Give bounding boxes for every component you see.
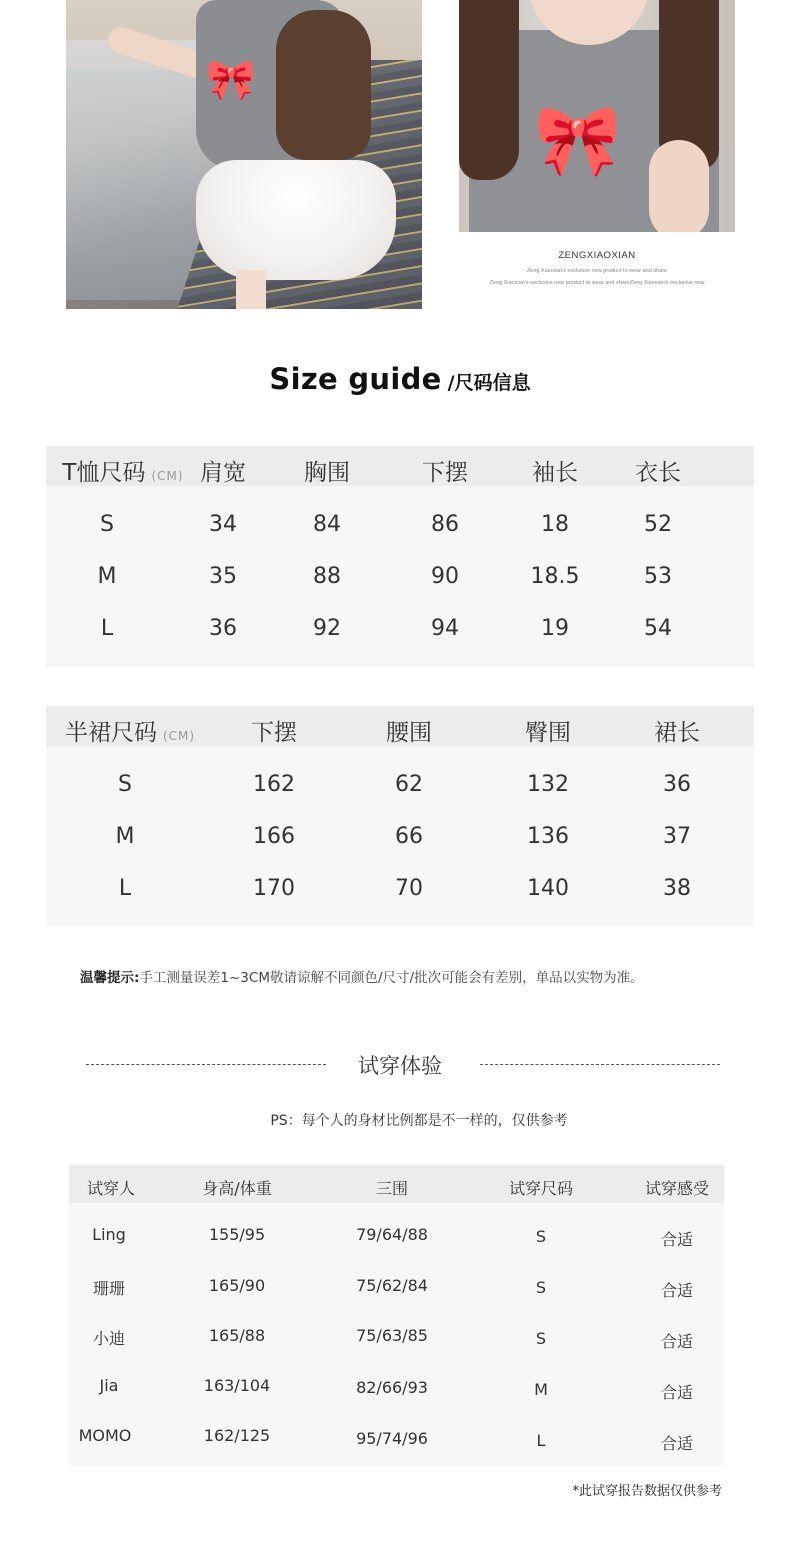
tryon-table: [69, 1165, 724, 1466]
height-weight: 165/90: [208, 1276, 266, 1295]
fit-feel: 合适: [660, 1332, 693, 1351]
tryon-footnote: *此试穿报告数据仅供参考: [572, 1484, 722, 1499]
size-guide-title-en: Size guide: [269, 362, 442, 396]
row-value: 34: [209, 512, 237, 537]
divider: [480, 1064, 720, 1065]
model-photo-closeup: [459, 0, 735, 232]
closeup-arm: [649, 140, 709, 232]
brand-tagline: Zeng Xiaoxian's exclusive new product to wear and share: [526, 268, 668, 274]
header-chest: 胸围: [304, 460, 350, 486]
note-text: 手工测量误差1~3CM敬请谅解不同颜色/尺寸/批次可能会有差别，单品以实物为准。: [139, 970, 644, 986]
row-value: 88: [313, 564, 341, 589]
height-weight: 165/88: [208, 1326, 266, 1345]
header-skirt-length: 裙长: [654, 720, 700, 746]
row-value: 90: [431, 564, 459, 589]
header-hem: 下摆: [251, 720, 297, 746]
skirt-size-table: [46, 706, 754, 926]
measurements: 95/74/96: [356, 1429, 428, 1448]
row-value: 54: [644, 616, 672, 641]
row-value: 35: [209, 564, 237, 589]
row-value: 36: [663, 772, 691, 797]
size-guide-title-zh: /尺码信息: [447, 372, 531, 394]
row-value: 66: [395, 824, 423, 849]
fit-feel: 合适: [660, 1383, 693, 1402]
closeup-hair-left: [459, 0, 519, 180]
row-value: 170: [253, 876, 295, 901]
tryon-section-title: [0, 1050, 800, 1080]
bow-print-icon: 🎀: [534, 99, 622, 181]
row-size: L: [100, 616, 114, 641]
tester-name: MOMO: [78, 1426, 132, 1445]
row-size: L: [118, 876, 132, 901]
table-header: [46, 706, 754, 746]
tried-size: S: [535, 1329, 547, 1348]
fit-feel: 合适: [660, 1230, 693, 1249]
row-size: M: [115, 824, 135, 849]
row-value: 62: [395, 772, 423, 797]
tester-name: Ling: [92, 1225, 126, 1244]
row-size: M: [97, 564, 117, 589]
measurements: 79/64/88: [356, 1225, 428, 1244]
tester-name: 小迪: [92, 1329, 125, 1348]
header-waist: 腰围: [386, 720, 432, 746]
tried-size: L: [536, 1431, 546, 1450]
note-label: 温馨提示:: [80, 970, 140, 986]
row-value: 36: [209, 616, 237, 641]
header-tried-size: 试穿尺码: [508, 1179, 573, 1198]
row-value: 18.5: [530, 564, 580, 589]
tried-size: S: [535, 1227, 547, 1246]
header-fit-feel: 试穿感受: [644, 1179, 709, 1198]
header-size: T恤尺码 (CM): [62, 460, 184, 486]
row-value: 94: [431, 616, 459, 641]
size-guide-title: [0, 362, 800, 396]
model-leg: [236, 270, 266, 309]
row-value: 38: [663, 876, 691, 901]
bow-print-icon: 🎀: [206, 57, 256, 103]
row-value: 53: [644, 564, 672, 589]
row-value: 162: [253, 772, 295, 797]
row-value: 18: [541, 512, 569, 537]
height-weight: 162/125: [203, 1426, 271, 1445]
row-size: S: [118, 772, 132, 797]
fit-feel: 合适: [660, 1434, 693, 1453]
tester-name: Jia: [99, 1376, 119, 1395]
model-skirt: [196, 160, 396, 280]
row-value: 140: [527, 876, 569, 901]
row-value: 52: [644, 512, 672, 537]
table-header: [69, 1165, 724, 1203]
measurements: 82/66/93: [356, 1378, 428, 1397]
tshirt-size-table: [46, 446, 754, 667]
header-sleeve: 袖长: [532, 460, 578, 486]
header-length: 衣长: [635, 460, 681, 486]
tried-size: S: [535, 1278, 547, 1297]
tried-size: M: [534, 1380, 548, 1399]
measurements: 75/63/85: [356, 1326, 428, 1345]
row-value: 132: [527, 772, 569, 797]
row-value: 86: [431, 512, 459, 537]
header-height-weight: 身高/体重: [202, 1179, 272, 1198]
model-hair: [276, 10, 371, 160]
row-value: 92: [313, 616, 341, 641]
measurement-note: [80, 966, 644, 986]
tryon-title: 试穿体验: [358, 1054, 442, 1078]
table-header: [46, 446, 754, 486]
tryon-ps: PS：每个人的身材比例都是不一样的，仅供参考: [270, 1113, 568, 1129]
row-value: 166: [253, 824, 295, 849]
height-weight: 163/104: [203, 1376, 271, 1395]
brand-tagline-repeat: Zeng Xiaoxian's exclusive new product to wear and shareZeng Xiaoxian's exclusive new: [489, 280, 705, 286]
header-hip: 臀围: [525, 720, 571, 746]
header-measurements: 三围: [375, 1179, 408, 1198]
row-value: 136: [527, 824, 569, 849]
brand-name: ZENGXIAOXIAN: [558, 250, 636, 261]
model-photo-escalator: [66, 0, 422, 309]
header-hem: 下摆: [422, 460, 468, 486]
fit-feel: 合适: [660, 1281, 693, 1300]
row-size: S: [100, 512, 114, 537]
header-shoulder: 肩宽: [200, 460, 246, 486]
row-value: 70: [395, 876, 423, 901]
row-value: 84: [313, 512, 341, 537]
header-tester: 试穿人: [86, 1179, 135, 1198]
height-weight: 155/95: [208, 1225, 266, 1244]
row-value: 19: [541, 616, 569, 641]
row-value: 37: [663, 824, 691, 849]
measurements: 75/62/84: [356, 1276, 428, 1295]
tester-name: 珊珊: [92, 1279, 125, 1298]
header-size: 半裙尺码 (CM): [64, 720, 196, 746]
